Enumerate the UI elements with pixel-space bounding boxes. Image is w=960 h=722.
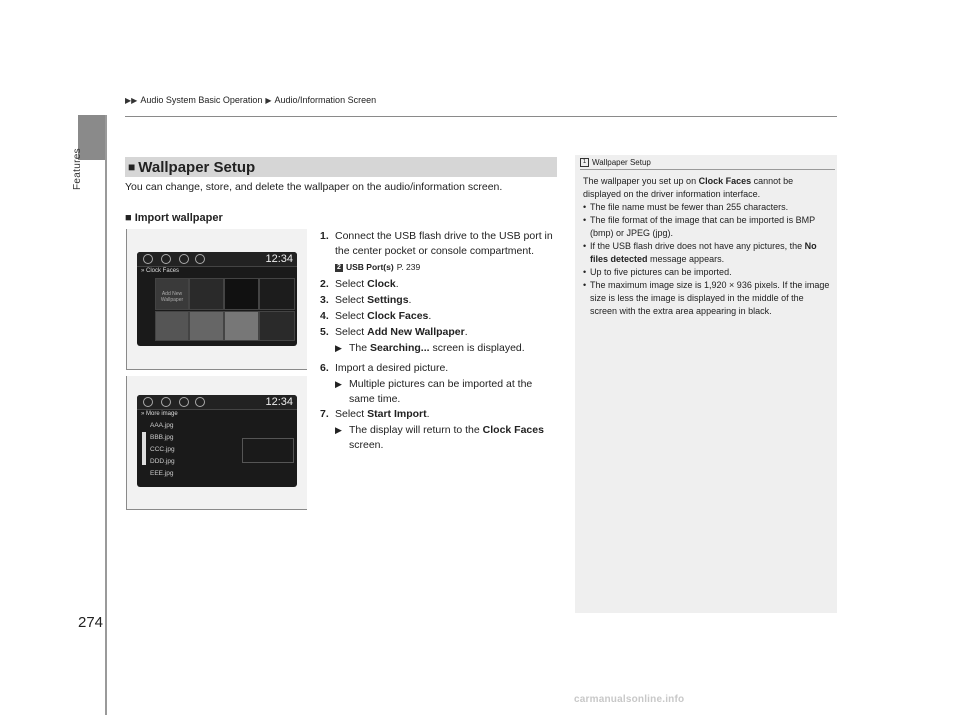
add-new-wallpaper-tile[interactable]: Add New Wallpaper (155, 278, 189, 310)
note-bullet: • The file format of the image that can be imported is BMP (bmp) or JPEG (jpg). (583, 215, 815, 238)
wallpaper-thumbnail[interactable] (259, 311, 295, 341)
square-bullet-icon: ■ (125, 212, 132, 224)
note-marker-icon: 1 (580, 158, 589, 167)
note-rule (580, 169, 835, 170)
watermark: carmanualsonline.info (574, 694, 685, 705)
note-bullet: • The file name must be fewer than 255 characters. (583, 202, 789, 212)
step-6-result: ▶ Multiple pictures can be imported at the same time. (335, 378, 533, 405)
figure-more-image (126, 376, 307, 510)
screen-crumb: » Clock Faces (141, 268, 180, 274)
navi-icon (161, 397, 171, 407)
scrollbar[interactable] (142, 432, 146, 465)
breadcrumb-item[interactable]: Audio System Basic Operation (140, 95, 263, 105)
info-icon (195, 254, 205, 264)
square-bullet-icon: ■ (128, 160, 136, 174)
wallpaper-thumbnail[interactable] (224, 278, 259, 310)
step-5: 5. Select Add New Wallpaper. (320, 326, 468, 338)
note-intro: The wallpaper you set up on Clock Faces cannot be displayed on the driver information interface. (583, 176, 794, 199)
file-item[interactable]: EEE.jpg (150, 470, 174, 477)
status-bar (137, 395, 297, 410)
header-rule (125, 116, 837, 117)
file-item[interactable]: DDD.jpg (150, 458, 175, 465)
info-icon (195, 397, 205, 407)
result-arrow-icon: ▶ (335, 343, 342, 353)
status-bar (137, 252, 297, 267)
wallpaper-thumbnail[interactable] (189, 278, 224, 310)
wallpaper-thumbnail[interactable] (259, 278, 295, 310)
reference-arrow-icon: 2 (335, 264, 343, 272)
clock-time: 12:34 (265, 396, 293, 408)
audio-icon (179, 254, 189, 264)
step-7: 7. Select Start Import. (320, 408, 430, 420)
phone-icon (143, 254, 153, 264)
screen-clock-faces (137, 252, 297, 346)
step-1: 1. Connect the USB flash drive to the USB port in the center pocket or console compartment. (320, 230, 553, 257)
note-title: 1 Wallpaper Setup (580, 158, 651, 167)
note-body (583, 175, 833, 318)
step-3: 3. Select Settings. (320, 294, 412, 306)
preview-box (242, 438, 294, 463)
wallpaper-thumbnail[interactable] (189, 311, 224, 341)
cross-reference[interactable]: 2 USB Port(s) P. 239 (335, 260, 558, 275)
screen-crumb: » More image (141, 411, 178, 417)
wallpaper-thumbnail[interactable] (224, 311, 259, 341)
chapter-label: Features (72, 148, 83, 190)
breadcrumb (125, 95, 376, 105)
file-item[interactable]: AAA.jpg (150, 422, 174, 429)
note-bullet: • If the USB flash drive does not have any pictures, the No files detected message appears. (583, 241, 817, 264)
audio-icon (179, 397, 189, 407)
figure-clock-faces (126, 229, 307, 370)
triangle-right-icon: ▶ (265, 95, 272, 105)
screen-more-image (137, 395, 297, 487)
step-6: 6. Import a desired picture. (320, 362, 449, 374)
triangle-right-icon: ▶▶ (125, 95, 138, 105)
side-rule (105, 115, 107, 715)
steps-list (320, 229, 558, 453)
note-bullet: • Up to five pictures can be imported. (583, 267, 732, 277)
navi-icon (161, 254, 171, 264)
step-5-result: ▶ The Searching... screen is displayed. (335, 342, 525, 354)
step-2: 2. Select Clock. (320, 278, 399, 290)
step-7-result: ▶ The display will return to the Clock Faces screen. (335, 424, 544, 451)
clock-time: 12:34 (265, 253, 293, 265)
result-arrow-icon: ▶ (335, 379, 342, 389)
wallpaper-thumbnail[interactable] (155, 311, 189, 341)
section-header (125, 157, 557, 177)
page-number: 274 (78, 614, 104, 631)
section-title: Wallpaper Setup (138, 158, 256, 176)
step-4: 4. Select Clock Faces. (320, 310, 432, 322)
note-bullet: • The maximum image size is 1,920 × 936 pixels. If the image size is less the image is displayed in the middle of the screen with the extra area appearing in black. (583, 280, 830, 316)
file-item[interactable]: CCC.jpg (150, 446, 175, 453)
subsection-title: ■ Import wallpaper (125, 212, 223, 224)
phone-icon (143, 397, 153, 407)
breadcrumb-item[interactable]: Audio/Information Screen (274, 95, 377, 105)
result-arrow-icon: ▶ (335, 425, 342, 435)
file-item[interactable]: BBB.jpg (150, 434, 174, 441)
intro-text: You can change, store, and delete the wallpaper on the audio/information screen. (125, 181, 503, 193)
